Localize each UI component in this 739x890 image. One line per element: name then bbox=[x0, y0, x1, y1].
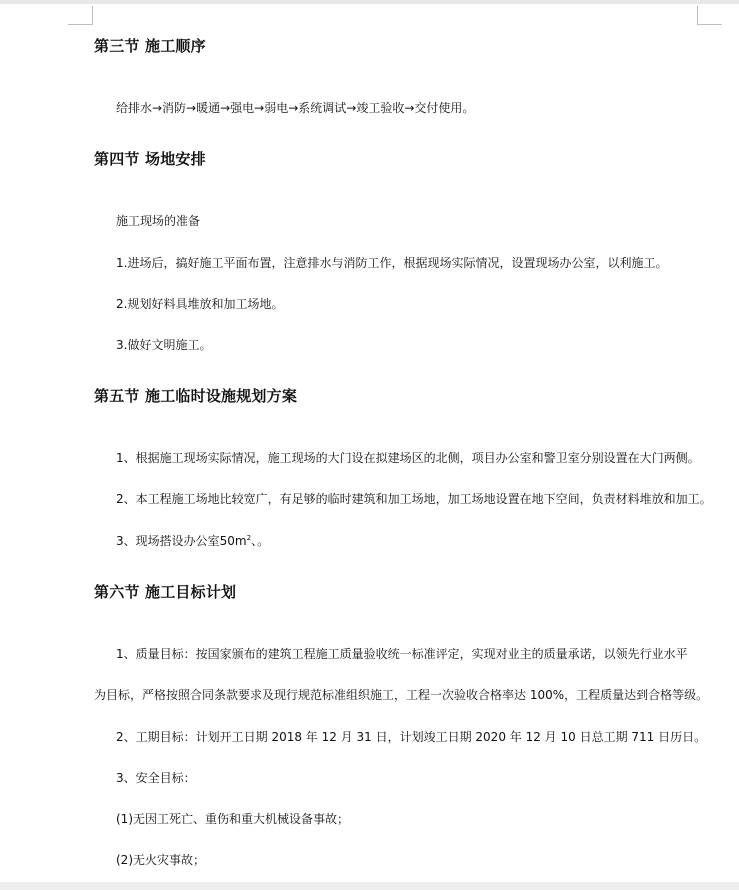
site-item-3: 3.做好文明施工。 bbox=[116, 338, 212, 352]
safety-goal-item-2: (2)无火灾事故； bbox=[116, 853, 205, 867]
page-margin-corner-left bbox=[68, 6, 93, 25]
quality-goal-line-2: 为目标，严格按照合同条款要求及现行规范标准组织施工，工程一次验收合格率达 100%，工程质量达到合格等级。 bbox=[94, 688, 709, 702]
safety-goal: 3、安全目标： bbox=[116, 771, 196, 785]
safety-goal-item-1: (1)无因工死亡、重伤和重大机械设备事故； bbox=[116, 812, 349, 826]
section-heading-6: 第六节 施工目标计划 bbox=[94, 583, 237, 601]
section-heading-3: 第三节 施工顺序 bbox=[94, 37, 206, 55]
construction-sequence-text: 给排水→消防→暖通→强电→弱电→系统调试→竣工验收→交付使用。 bbox=[116, 101, 475, 115]
site-item-2: 2.规划好料具堆放和加工场地。 bbox=[116, 297, 284, 311]
temp-facility-item-3 bbox=[116, 534, 269, 548]
section-heading-4: 第四节 场地安排 bbox=[94, 150, 206, 168]
office-area-text: 3、现场搭设办公室50m bbox=[116, 534, 247, 548]
temp-facility-item-1: 1、根据施工现场实际情况，施工现场的大门设在拟建场区的北侧，项目办公室和警卫室分别设置在大门两侧。 bbox=[116, 451, 700, 465]
quality-goal-line-1: 1、质量目标：按国家颁布的建筑工程施工质量验收统一标准评定，实现对业主的质量承诺，以领先行业水平 bbox=[116, 647, 688, 661]
site-item-1: 1.进场后，搞好施工平面布置，注意排水与消防工作，根据现场实际情况，设置现场办公室，以利施工。 bbox=[116, 256, 668, 270]
square-superscript: 2 bbox=[246, 534, 252, 542]
temp-facility-item-2: 2、本工程施工场地比较宽广，有足够的临时建筑和加工场地，加工场地设置在地下空间，负责材料堆放和加工。 bbox=[116, 492, 712, 506]
page-margin-corner-right bbox=[697, 6, 722, 25]
section-heading-5: 第五节 施工临时设施规划方案 bbox=[94, 387, 298, 405]
window-bottom-edge bbox=[0, 882, 739, 890]
site-prep-subheading: 施工现场的准备 bbox=[116, 214, 201, 228]
window-top-edge bbox=[0, 0, 739, 4]
office-area-suffix: 、。 bbox=[251, 534, 270, 548]
schedule-goal: 2、工期目标：计划开工日期 2018 年 12 月 31 日，计划竣工日期 2020 年 12 月 10 日总工期 711 日历日。 bbox=[116, 730, 707, 744]
